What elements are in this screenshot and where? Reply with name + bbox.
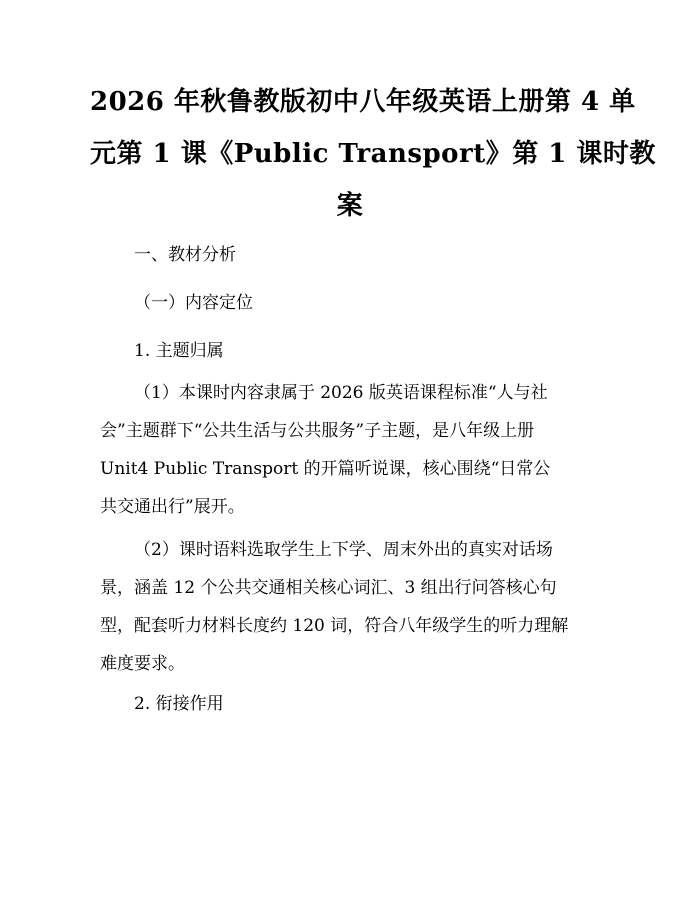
paragraph-1 <box>100 374 600 526</box>
subsection-heading-text: （一）内容定位 <box>134 293 253 313</box>
paragraph-line: （1）本课时内容隶属于 2026 版英语课程标准“人与社 <box>134 383 548 403</box>
item-heading-2 <box>100 685 634 723</box>
paragraph-line: 景，涵盖 12 个公共交通相关核心词汇、3 组出行问答核心句 <box>100 578 557 598</box>
item-heading-2-text: 2. 衔接作用 <box>134 694 224 714</box>
paragraph-line: Unit4 Public Transport 的开篇听说课，核心围绕“日常公 <box>100 459 551 479</box>
section-heading <box>100 236 634 274</box>
document-title <box>90 76 656 232</box>
subsection-heading <box>100 284 634 322</box>
paragraph-line: 会”主题群下“公共生活与公共服务”子主题，是八年级上册 <box>100 421 535 441</box>
title-line: 案 <box>336 191 364 221</box>
paragraph-line: （2）课时语料选取学生上下学、周末外出的真实对话场 <box>134 540 553 560</box>
title-line: 元第 1 课《Public Transport》第 1 课时教 <box>90 139 656 169</box>
paragraph-line: 难度要求。 <box>100 654 185 674</box>
title-line: 2026 年秋鲁教版初中八年级英语上册第 4 单 <box>90 87 636 117</box>
item-heading-1 <box>100 332 634 370</box>
item-heading-1-text: 1. 主题归属 <box>134 341 224 361</box>
paragraph-line: 共交通出行”展开。 <box>100 497 245 517</box>
paragraph-2 <box>100 531 600 683</box>
paragraph-line: 型，配套听力材料长度约 120 词，符合八年级学生的听力理解 <box>100 616 569 636</box>
section-heading-text: 一、教材分析 <box>134 245 236 265</box>
